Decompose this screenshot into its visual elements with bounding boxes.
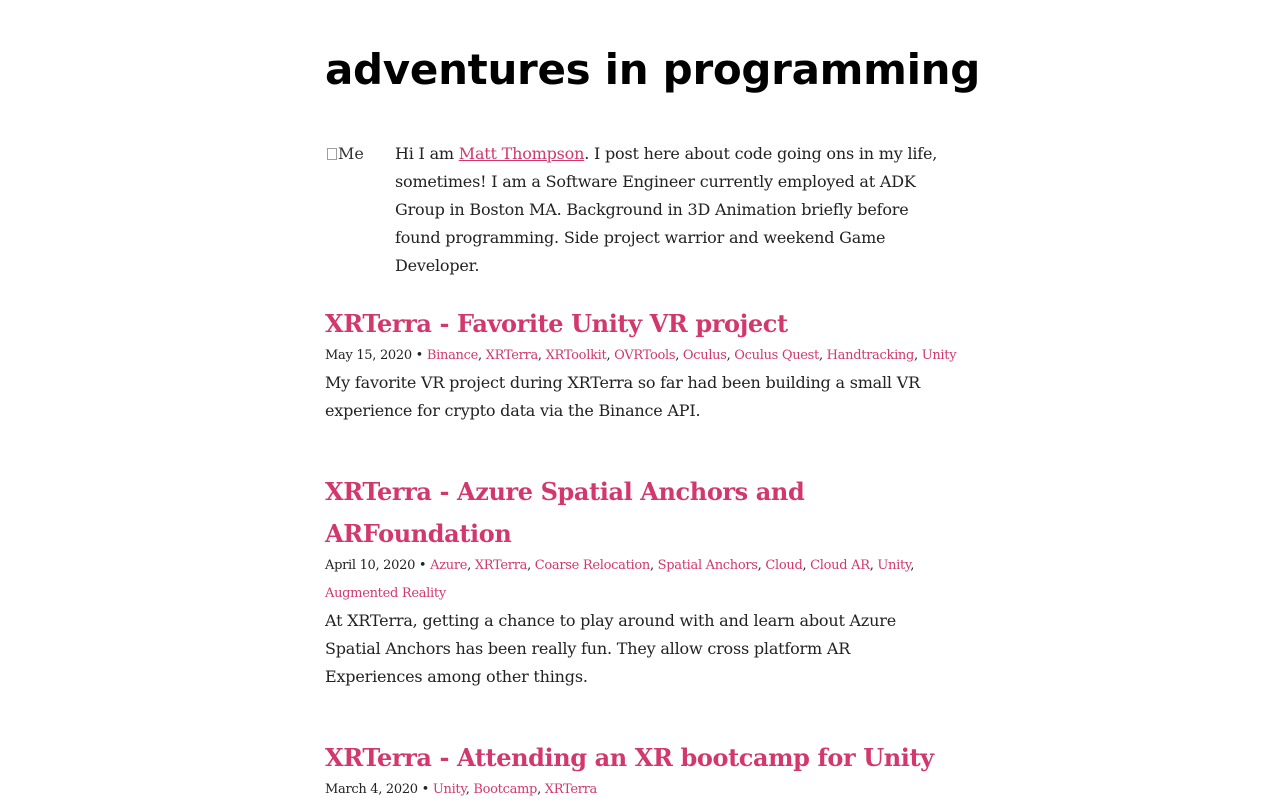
tag-separator: , — [537, 782, 545, 797]
tag-separator: , — [606, 348, 615, 363]
tag-separator: , — [914, 348, 922, 363]
post-tag-link[interactable]: XRToolkit — [545, 348, 607, 363]
post-excerpt: My favorite VR project during XRTerra so far had been building a small VR experience for crypto data via the Binance API. — [325, 373, 920, 420]
bio-text — [395, 140, 955, 280]
tag-separator: , — [675, 348, 683, 363]
tag-separator: , — [649, 558, 658, 573]
post-meta — [325, 342, 965, 370]
post-item — [325, 471, 965, 691]
post-tag-link[interactable]: Unity — [921, 348, 957, 363]
tag-separator: , — [537, 348, 546, 363]
post-tag-link[interactable]: Oculus Quest — [734, 348, 819, 363]
post-tag-link[interactable]: Binance — [426, 348, 478, 363]
post-tag-link[interactable]: Cloud — [765, 558, 803, 573]
meta-separator: • — [417, 782, 433, 797]
author-name-link[interactable]: Matt Thompson — [458, 144, 585, 163]
tag-separator: , — [802, 558, 811, 573]
bio-intro-prefix: Hi I am — [395, 144, 459, 163]
post-tag-link[interactable]: XRTerra — [544, 782, 597, 797]
post-excerpt: At XRTerra, getting a chance to play around with and learn about Azure Spatial Anchors has been really fun. They allow cross platform AR Experiences among other things. — [325, 611, 896, 686]
post-tag-link[interactable]: XRTerra — [485, 348, 538, 363]
tag-separator: , — [757, 558, 766, 573]
tag-separator: , — [910, 558, 915, 573]
post-date: April 10, 2020 — [325, 558, 416, 573]
post-item — [325, 737, 965, 804]
post-tag-link[interactable]: Azure — [430, 558, 468, 573]
tag-separator: , — [726, 348, 735, 363]
post-meta — [325, 552, 965, 608]
site-title[interactable]: adventures in programming — [325, 45, 981, 94]
post-tag-link[interactable]: Augmented Reality — [325, 586, 446, 601]
tag-separator: , — [465, 782, 474, 797]
post-title-link[interactable]: XRTerra - Favorite Unity VR project — [325, 309, 788, 338]
post-tag-link[interactable]: Cloud AR — [810, 558, 870, 573]
post-tag-link[interactable]: Bootcamp — [473, 782, 538, 797]
post-tag-link[interactable]: Unity — [877, 558, 911, 573]
tag-separator: , — [869, 558, 878, 573]
tag-separator: , — [818, 348, 827, 363]
bio-intro-suffix: . I post here about code going ons in my life, sometimes! I am a Software Engineer currently employed at ADK Group in Boston MA. Background in 3D Animation briefly before found programming. Side project warrior and weekend Game Developer. — [395, 144, 938, 275]
meta-separator: • — [415, 558, 431, 573]
post-date: May 15, 2020 — [325, 348, 412, 363]
avatar — [327, 144, 364, 164]
post-tag-link[interactable]: Coarse Relocation — [534, 558, 650, 573]
post-tag-link[interactable]: Oculus — [682, 348, 727, 363]
avatar-alt-text: Me — [338, 144, 364, 163]
post-tag-link[interactable]: XRTerra — [474, 558, 528, 573]
post-tags — [433, 782, 597, 797]
tag-separator: , — [467, 558, 475, 573]
post-tag-link[interactable]: Unity — [432, 782, 466, 797]
post-title-link[interactable]: XRTerra - Azure Spatial Anchors and ARFoundation — [325, 477, 805, 548]
post-title-link[interactable]: XRTerra - Attending an XR bootcamp for Unity — [325, 743, 934, 772]
post-item — [325, 303, 965, 425]
broken-image-icon — [327, 148, 337, 160]
post-date: March 4, 2020 — [325, 782, 418, 797]
post-tag-link[interactable]: Spatial Anchors — [657, 558, 758, 573]
tag-separator: , — [477, 348, 486, 363]
tag-separator: , — [527, 558, 535, 573]
post-tag-link[interactable]: OVRTools — [614, 348, 676, 363]
meta-separator: • — [411, 348, 427, 363]
post-tags — [427, 348, 956, 363]
post-tag-link[interactable]: Handtracking — [826, 348, 915, 363]
